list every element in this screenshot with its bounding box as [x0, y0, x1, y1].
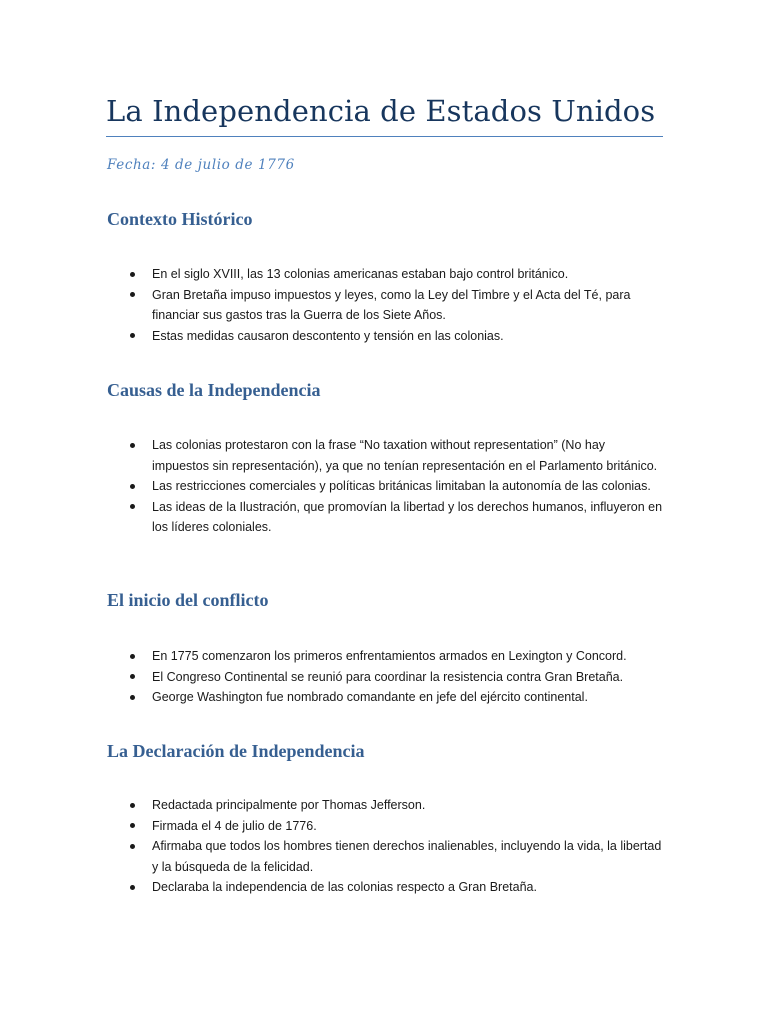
- list-item-text: Las restricciones comerciales y políticas británicas limitaban la autonomía de las colonias.: [152, 479, 651, 494]
- bullet-list-declaracion: [130, 795, 665, 898]
- list-item: [130, 646, 665, 667]
- list-item-text: Afirmaba que todos los hombres tienen derechos inalienables, incluyendo la vida, la libertad y la búsqueda de la felicidad.: [152, 839, 662, 874]
- bullet-icon: [130, 443, 135, 448]
- list-item-text: Firmada el 4 de julio de 1776.: [152, 818, 317, 833]
- list-item-text: Las ideas de la Ilustración, que promovían la libertad y los derechos humanos, influyeron en los líderes coloniales.: [152, 499, 663, 535]
- list-item: [130, 795, 665, 816]
- list-item-text: Gran Bretaña impuso impuestos y leyes, como la Ley del Timbre y el Acta del Té, para financiar sus gastos tras la Guerra de los Siete Años.: [152, 287, 631, 323]
- list-item: [130, 667, 665, 688]
- bullet-icon: [130, 695, 135, 700]
- document-title: La Independencia de Estados Unidos: [106, 94, 656, 128]
- bullet-icon: [130, 823, 135, 828]
- list-item: [130, 285, 665, 326]
- section-heading-declaracion: La Declaración de Independencia: [107, 741, 365, 761]
- bullet-list-contexto-historico: [130, 264, 665, 346]
- bullet-icon: [130, 292, 135, 297]
- list-item-text: George Washington fue nombrado comandante en jefe del ejército continental.: [152, 690, 588, 705]
- bullet-icon: [130, 504, 135, 509]
- bullet-icon: [130, 844, 135, 849]
- list-item: [130, 476, 665, 497]
- bullet-list-inicio-conflicto: [130, 646, 665, 708]
- bullet-icon: [130, 272, 135, 277]
- section-heading-contexto-historico: Contexto Histórico: [107, 209, 253, 229]
- list-item-text: En 1775 comenzaron los primeros enfrentamientos armados en Lexington y Concord.: [152, 649, 627, 663]
- list-item: [130, 497, 665, 538]
- list-item-text: En el siglo XVIII, las 13 colonias americanas estaban bajo control británico.: [152, 267, 569, 281]
- bullet-icon: [130, 674, 135, 679]
- section-heading-inicio-conflicto: El inicio del conflicto: [107, 590, 269, 610]
- list-item: [130, 877, 665, 898]
- list-item: [130, 326, 665, 347]
- list-item: [130, 435, 665, 476]
- section-heading-causas: Causas de la Independencia: [107, 380, 321, 400]
- bullet-list-causas: [130, 435, 665, 538]
- bullet-icon: [130, 803, 135, 808]
- title-underline-rule: [106, 136, 663, 137]
- list-item-text: El Congreso Continental se reunió para coordinar la resistencia contra Gran Bretaña.: [152, 669, 624, 684]
- list-item-text: Las colonias protestaron con la frase “No taxation without representation” (No hay impuestos sin representación), ya que no tenían representación en el Parlamento británico.: [152, 438, 658, 473]
- bullet-icon: [130, 333, 135, 338]
- bullet-icon: [130, 885, 135, 890]
- list-item-text: Estas medidas causaron descontento y tensión en las colonias.: [152, 328, 504, 343]
- list-item: [130, 836, 665, 877]
- list-item-text: Redactada principalmente por Thomas Jefferson.: [152, 798, 426, 812]
- document-date: Fecha: 4 de julio de 1776: [107, 157, 295, 173]
- list-item: [130, 687, 665, 708]
- list-item-text: Declaraba la independencia de las colonias respecto a Gran Bretaña.: [152, 880, 537, 895]
- list-item: [130, 264, 665, 285]
- bullet-icon: [130, 654, 135, 659]
- bullet-icon: [130, 484, 135, 489]
- list-item: [130, 816, 665, 837]
